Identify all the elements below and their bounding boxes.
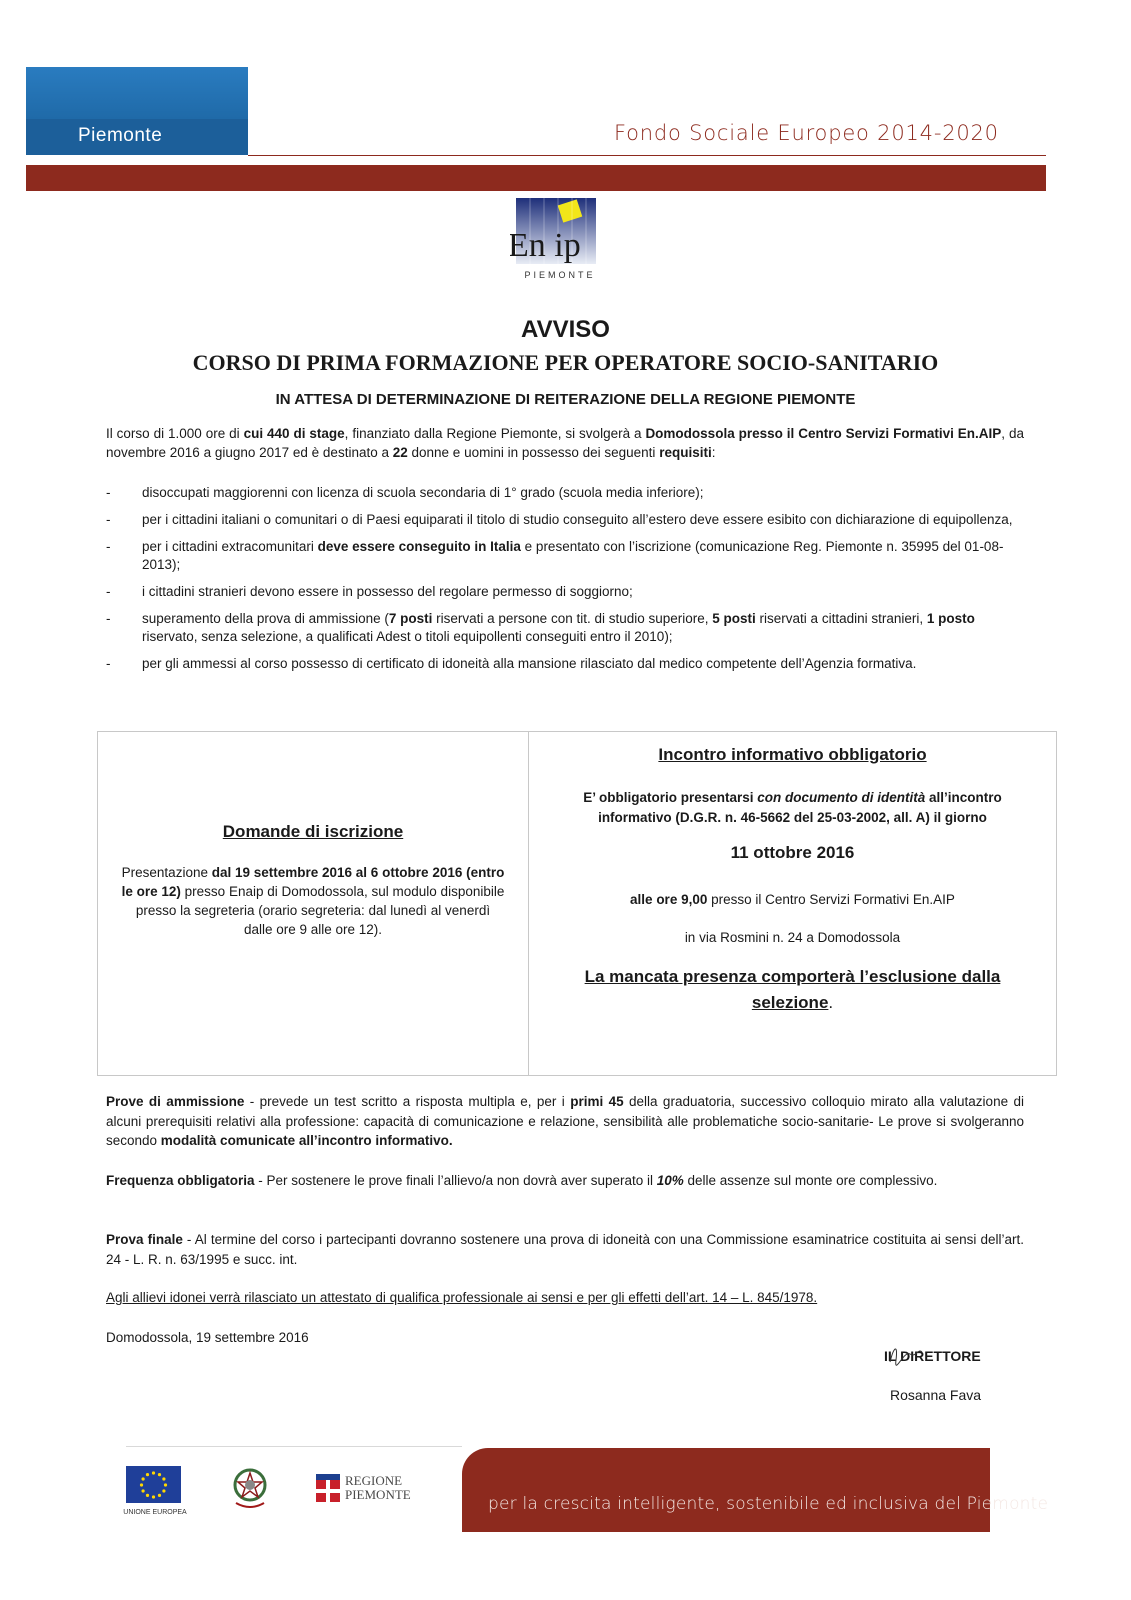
eu-flag-icon xyxy=(126,1466,181,1503)
footer-slogan: per la crescita intelligente, sostenibile ed inclusiva del Piemonte xyxy=(488,1494,1049,1514)
handwritten-signature xyxy=(886,1340,926,1368)
logo-subtitle: PIEMONTE xyxy=(524,270,596,280)
footer-slogan-bar xyxy=(462,1448,990,1532)
list-item: - superamento della prova di ammissione (7 posti riservati a persone con tit. di studio superiore, 5 posti riservati a cittadini stranieri, 1 posto riservato, senza selezione, a qualificati Adest o titoli equipollenti conseguiti entro il 2010); xyxy=(106,611,975,644)
italian-republic-emblem-icon xyxy=(230,1465,270,1513)
meeting-time: alle ore 9,00 presso il Centro Servizi Formativi En.AIP xyxy=(630,892,955,907)
registration-heading: Domande di iscrizione xyxy=(222,822,404,841)
info-box xyxy=(97,731,1057,1076)
enaip-logo xyxy=(510,196,610,280)
director-role: IL DIRETTORE xyxy=(884,1348,981,1364)
eu-caption: UNIONE EUROPEA xyxy=(123,1509,187,1516)
course-title: CORSO DI PRIMA FORMAZIONE PER OPERATORE SOCIO-SANITARIO xyxy=(192,350,939,375)
notice-title: AVVISO xyxy=(521,316,610,343)
director-name: Rosanna Fava xyxy=(890,1387,982,1403)
header-region-block xyxy=(26,67,248,155)
list-item: - disoccupati maggiorenni con licenza di scuola secondaria di 1° grado (scuola media inferiore); xyxy=(106,485,704,500)
regione-piemonte-wordmark: REGIONE PIEMONTE xyxy=(345,1473,411,1502)
attendance-paragraph: Frequenza obbligatoria - Per sostenere le prove finali l’allievo/a non dovrà aver superato il 10% delle assenze sul monte ore complessivo. xyxy=(106,1173,938,1188)
info-meeting-panel xyxy=(529,732,1056,1075)
requirements-list xyxy=(106,484,1024,682)
absence-warning: La mancata presenza comporterà l’esclusione dalla selezione. xyxy=(584,967,1001,1012)
footer-rule xyxy=(126,1446,462,1447)
pending-note: IN ATTESA DI DETERMINAZIONE DI REITERAZIONE DELLA REGIONE PIEMONTE xyxy=(275,391,856,408)
registration-text: Presentazione dal 19 settembre 2016 al 6 ottobre 2016 (entro le ore 12) presso Enaip di Domodossola, sul modulo disponibile presso la segreteria (orario segreteria: dal lunedì al venerdì dalle ore 9 alle ore 12). xyxy=(121,865,505,937)
intro-paragraph: Il corso di 1.000 ore di cui 440 di stage, finanziato dalla Regione Piemonte, si svolgerà a Domodossola presso il Centro Servizi Formativi En.AIP, da novembre 2016 a giugno 2017 ed è destinato a 22 donne e uomini in possesso dei seguenti requisiti: xyxy=(106,426,1024,460)
header-bar xyxy=(26,165,1046,191)
header-thin-rule xyxy=(248,155,1046,156)
list-item: - per i cittadini italiani o comunitari o di Paesi equiparati il titolo di studio conseguito all’estero deve essere esibito con dichiarazione di equipollenza, xyxy=(106,512,1013,527)
header-region-label: Piemonte xyxy=(78,125,163,146)
final-exam-paragraph: Prova finale - Al termine del corso i partecipanti dovranno sostenere una prova di idoneità con una Commissione esaminatrice costituita ai sensi dell’art. 24 - L. R. n. 63/1995 e succ. int. xyxy=(106,1232,1025,1267)
list-item: - i cittadini stranieri devono essere in possesso del regolare permesso di soggiorno; xyxy=(106,584,633,599)
list-item: - per i cittadini extracomunitari deve essere conseguito in Italia e presentato con l’iscrizione (comunicazione Reg. Piemonte n. 35995 del 01-08-2013); xyxy=(106,539,1004,572)
certificate-note: Agli allievi idonei verrà rilasciato un attestato di qualifica professionale ai sensi e per gli effetti dell’art. 14 – L. 845/1978. xyxy=(106,1290,818,1305)
meeting-date: 11 ottobre 2016 xyxy=(730,843,855,862)
meeting-heading: Incontro informativo obbligatorio xyxy=(658,745,927,764)
logo-wordmark: En ip xyxy=(510,227,581,264)
regione-piemonte-shield-icon xyxy=(316,1474,340,1507)
registration-panel xyxy=(98,732,528,1075)
place-date: Domodossola, 19 settembre 2016 xyxy=(106,1330,309,1345)
admission-tests-paragraph: Prove di ammissione - prevede un test scritto a risposta multipla e, per i primi 45 della graduatoria, successivo colloquio mirato alla valutazione di alcuni prerequisiti relativi alla professione: capacità di comunicazione e relazione, sensibilità alle problematiche socio-sanitarie- Le prove si svolgeranno secondo modalità comunicate all’incontro informativo. xyxy=(106,1094,1024,1148)
header-fund-label: Fondo Sociale Europeo 2014-2020 xyxy=(614,121,999,145)
list-item: - per gli ammessi al corso possesso di certificato di idoneità alla mansione rilasciato dal medico competente dell’Agenzia formativa. xyxy=(106,656,917,671)
meeting-requirement: E’ obbligatorio presentarsi con documento di identità all’incontro informativo (D.G.R. n. 46-5662 del 25-03-2002, all. A) il giorno xyxy=(583,790,1002,825)
meeting-address: in via Rosmini n. 24 a Domodossola xyxy=(684,930,901,945)
